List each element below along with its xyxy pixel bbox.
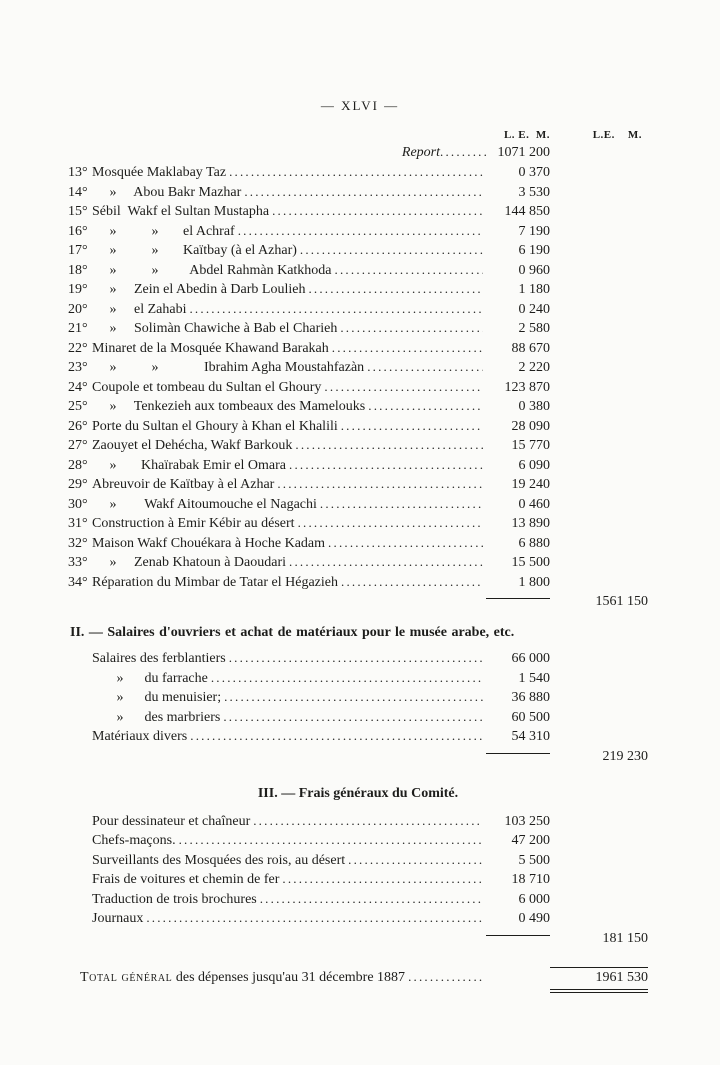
row-label: » des marbriers bbox=[92, 709, 221, 725]
dot-leader bbox=[341, 572, 483, 593]
total-rule bbox=[486, 935, 550, 936]
row-amount: 60 500 bbox=[511, 709, 550, 725]
expense-row bbox=[68, 357, 648, 377]
grand-total-label-rest: des dépenses jusqu'au 31 décembre 1887 bbox=[172, 969, 406, 985]
row-amount: 2 220 bbox=[518, 360, 550, 375]
row-number: 25° bbox=[68, 399, 88, 414]
dot-leader bbox=[224, 687, 483, 708]
expense-row bbox=[68, 513, 648, 533]
row-label: » du farrache bbox=[92, 670, 208, 686]
row-amount: 66 000 bbox=[511, 651, 550, 666]
expense-row bbox=[68, 533, 648, 553]
expense-row bbox=[68, 474, 648, 494]
grand-total-row bbox=[68, 967, 648, 993]
row-number: 29° bbox=[68, 477, 88, 492]
row-amount: 54 310 bbox=[511, 729, 550, 744]
row-number: 22° bbox=[68, 340, 88, 356]
row-amount: 7 190 bbox=[518, 223, 550, 239]
row-amount: 6 000 bbox=[518, 891, 550, 907]
row-label: » Tenkezieh aux tombeaux des Mamelouks bbox=[92, 399, 366, 414]
expense-row bbox=[68, 889, 648, 909]
dot-leader bbox=[223, 707, 483, 728]
row-label: » Khaïrabak Emir el Omara bbox=[92, 457, 286, 473]
total-rule bbox=[486, 753, 550, 754]
row-amount: 6 190 bbox=[518, 243, 550, 258]
row-label: Journaux bbox=[92, 911, 144, 926]
expense-row bbox=[68, 908, 648, 928]
row-label: » Zein el Abedin à Darb Loulieh bbox=[92, 282, 306, 297]
row-amount: 123 870 bbox=[504, 379, 550, 395]
row-amount: 18 710 bbox=[511, 872, 550, 887]
row-label: Matériaux divers bbox=[92, 729, 188, 744]
section-2-total-value: 219 230 bbox=[602, 748, 648, 764]
row-label: Salaires des ferblantiers bbox=[92, 651, 226, 666]
expense-row bbox=[68, 830, 648, 850]
row-amount: 0 960 bbox=[518, 262, 550, 278]
dot-leader bbox=[367, 357, 483, 378]
expense-row bbox=[68, 201, 648, 221]
expense-row bbox=[68, 648, 648, 668]
row-label: » » Abdel Rahmàn Katkhoda bbox=[92, 262, 332, 278]
expense-row bbox=[68, 552, 648, 572]
grand-total-label bbox=[80, 970, 405, 986]
row-label: » Wakf Aitoumouche el Nagachi bbox=[92, 496, 317, 512]
dot-leader bbox=[408, 969, 483, 986]
total-rule bbox=[486, 598, 550, 599]
expense-row bbox=[68, 396, 648, 416]
row-label: » du menuisier; bbox=[92, 690, 222, 705]
row-number: 31° bbox=[68, 516, 88, 531]
row-amount: 88 670 bbox=[511, 340, 550, 356]
expense-row bbox=[68, 668, 648, 688]
expense-row bbox=[68, 726, 648, 746]
row-amount: 0 370 bbox=[518, 165, 550, 180]
dot-leader bbox=[229, 648, 483, 669]
dot-leader bbox=[348, 850, 483, 871]
expense-row bbox=[68, 869, 648, 889]
dot-leader bbox=[320, 494, 483, 515]
row-label: Coupole et tombeau du Sultan el Ghoury bbox=[92, 379, 322, 395]
section-1-rows bbox=[68, 162, 648, 591]
section-1-total-value: 1561 150 bbox=[595, 594, 648, 609]
dot-leader bbox=[238, 221, 483, 242]
row-number: 18° bbox=[68, 262, 88, 278]
report-value: 1071 200 bbox=[497, 145, 550, 160]
dot-leader bbox=[272, 201, 483, 222]
row-amount: 3 530 bbox=[518, 184, 550, 200]
row-label: Mosquée Maklabay Taz bbox=[92, 165, 227, 180]
expense-row bbox=[68, 707, 648, 727]
expense-row bbox=[68, 279, 648, 299]
row-number: 26° bbox=[68, 418, 88, 434]
row-number: 17° bbox=[68, 243, 88, 258]
expense-row bbox=[68, 260, 648, 280]
expense-row bbox=[68, 299, 648, 319]
dot-leader bbox=[324, 377, 483, 398]
row-amount: 47 200 bbox=[511, 833, 550, 848]
row-label: » el Zahabi bbox=[92, 301, 187, 317]
dot-leader bbox=[440, 142, 486, 163]
dot-leader bbox=[190, 726, 483, 747]
row-amount: 0 460 bbox=[518, 496, 550, 512]
row-label: Réparation du Mimbar de Tatar el Hégazieh bbox=[92, 574, 338, 590]
section-3-heading: III. — Frais généraux du Comité. bbox=[257, 785, 459, 801]
section-3-rows bbox=[68, 811, 648, 928]
expense-row bbox=[68, 318, 648, 338]
row-number: 24° bbox=[68, 379, 88, 395]
row-number: 19° bbox=[68, 282, 88, 297]
expense-row bbox=[68, 338, 648, 358]
row-amount: 15 500 bbox=[511, 555, 550, 570]
dot-leader bbox=[308, 279, 483, 300]
row-amount: 13 890 bbox=[511, 516, 550, 531]
dot-leader bbox=[277, 474, 483, 495]
row-amount: 28 090 bbox=[511, 418, 550, 434]
row-amount: 0 490 bbox=[518, 911, 550, 926]
dot-leader bbox=[328, 533, 483, 554]
dot-leader bbox=[332, 338, 483, 359]
dot-leader bbox=[368, 396, 483, 417]
section-2-total bbox=[68, 746, 648, 771]
section-3-total-value: 181 150 bbox=[602, 930, 648, 946]
spacer bbox=[68, 129, 486, 141]
row-label: Abreuvoir de Kaïtbay à el Azhar bbox=[92, 477, 275, 492]
row-amount: 6 090 bbox=[518, 457, 550, 473]
dot-leader bbox=[340, 318, 483, 339]
row-number: 16° bbox=[68, 223, 88, 239]
row-label: » » Kaïtbay (à el Azhar) bbox=[92, 243, 297, 258]
row-amount: 19 240 bbox=[511, 477, 550, 492]
row-label: Zaouyet el Dehécha, Wakf Barkouk bbox=[92, 438, 293, 453]
row-number: 30° bbox=[68, 496, 88, 512]
row-amount: 15 770 bbox=[511, 438, 550, 453]
row-label: » » el Achraf bbox=[92, 223, 235, 239]
expense-row bbox=[68, 572, 648, 592]
row-amount: 1 800 bbox=[518, 574, 550, 590]
document-content bbox=[0, 129, 720, 993]
dot-leader bbox=[179, 830, 483, 851]
report-label: Report bbox=[401, 145, 440, 160]
row-number: 33° bbox=[68, 555, 88, 570]
dot-leader bbox=[341, 416, 483, 437]
dot-leader bbox=[300, 240, 483, 261]
row-number: 15° bbox=[68, 204, 88, 219]
dot-leader bbox=[253, 811, 483, 832]
row-number: 21° bbox=[68, 321, 88, 336]
column-headers bbox=[68, 129, 648, 141]
column-header-2: L.E. M. bbox=[592, 129, 642, 141]
row-label: Frais de voitures et chemin de fer bbox=[92, 872, 280, 887]
expense-row bbox=[68, 455, 648, 475]
expense-row bbox=[68, 377, 648, 397]
grand-total-label-caps: Total général bbox=[80, 969, 173, 985]
row-number: 28° bbox=[68, 457, 88, 473]
expense-row bbox=[68, 435, 648, 455]
row-number: 14° bbox=[68, 184, 88, 200]
row-number: 20° bbox=[68, 301, 88, 317]
dot-leader bbox=[260, 889, 483, 910]
section-2-rows bbox=[68, 648, 648, 746]
expense-row bbox=[68, 221, 648, 241]
row-label: Maison Wakf Chouékara à Hoche Kadam bbox=[92, 535, 326, 551]
expense-row bbox=[68, 416, 648, 436]
row-amount: 6 880 bbox=[518, 535, 550, 551]
row-amount: 103 250 bbox=[504, 813, 550, 829]
section-3-total bbox=[68, 928, 648, 953]
expense-row bbox=[68, 687, 648, 707]
row-amount: 144 850 bbox=[504, 204, 550, 219]
row-label: » Solimàn Chawiche à Bab el Charieh bbox=[92, 321, 338, 336]
row-label: Sébil Wakf el Sultan Mustapha bbox=[92, 204, 270, 219]
dot-leader bbox=[298, 513, 483, 534]
expense-row bbox=[68, 850, 648, 870]
row-amount: 1 180 bbox=[518, 282, 550, 297]
dot-leader bbox=[295, 435, 483, 456]
row-number: 27° bbox=[68, 438, 88, 453]
row-label: » Abou Bakr Mazhar bbox=[92, 184, 242, 200]
row-number: 34° bbox=[68, 574, 88, 590]
dot-leader bbox=[229, 162, 483, 183]
expense-row bbox=[68, 811, 648, 831]
row-label: Construction à Emir Kébir au désert bbox=[92, 516, 295, 531]
dot-leader bbox=[282, 869, 483, 890]
expense-row bbox=[68, 162, 648, 182]
expense-row bbox=[68, 494, 648, 514]
dot-leader bbox=[244, 182, 483, 203]
report-row bbox=[68, 142, 648, 162]
grand-total-value: 1961 530 bbox=[550, 967, 648, 993]
row-label: » Zenab Khatoun à Daoudari bbox=[92, 555, 286, 570]
row-amount: 2 580 bbox=[518, 321, 550, 336]
dot-leader bbox=[146, 908, 483, 929]
dot-leader bbox=[289, 455, 483, 476]
section-2-heading: II. — Salaires d'ouvriers et achat de matériaux pour le musée arabe, etc. bbox=[70, 625, 515, 640]
row-label: Minaret de la Mosquée Khawand Barakah bbox=[92, 340, 329, 356]
row-label: Pour dessinateur et chaîneur bbox=[92, 813, 251, 829]
row-label: Porte du Sultan el Ghoury à Khan el Khalili bbox=[92, 418, 338, 434]
row-amount: 0 240 bbox=[518, 301, 550, 317]
row-number: 13° bbox=[68, 165, 88, 180]
dot-leader bbox=[335, 260, 483, 281]
row-amount: 1 540 bbox=[518, 670, 550, 686]
expense-row bbox=[68, 240, 648, 260]
row-label: Traduction de trois brochures bbox=[92, 891, 257, 907]
expense-row bbox=[68, 182, 648, 202]
column-header-1: L. E. M. bbox=[503, 129, 550, 141]
row-amount: 0 380 bbox=[518, 399, 550, 414]
dot-leader bbox=[211, 668, 483, 689]
section-1-total bbox=[68, 591, 648, 616]
row-label: Chefs-maçons. bbox=[92, 833, 176, 848]
row-label: » » Ibrahim Agha Moustahfazàn bbox=[92, 360, 365, 375]
row-amount: 36 880 bbox=[511, 690, 550, 705]
row-number: 23° bbox=[68, 360, 88, 375]
dot-leader bbox=[189, 299, 483, 320]
row-number: 32° bbox=[68, 535, 88, 551]
row-label: Surveillants des Mosquées des rois, au désert bbox=[92, 852, 346, 868]
page-number: — XLVI — bbox=[320, 98, 400, 113]
row-amount: 5 500 bbox=[518, 852, 550, 868]
dot-leader bbox=[289, 552, 483, 573]
